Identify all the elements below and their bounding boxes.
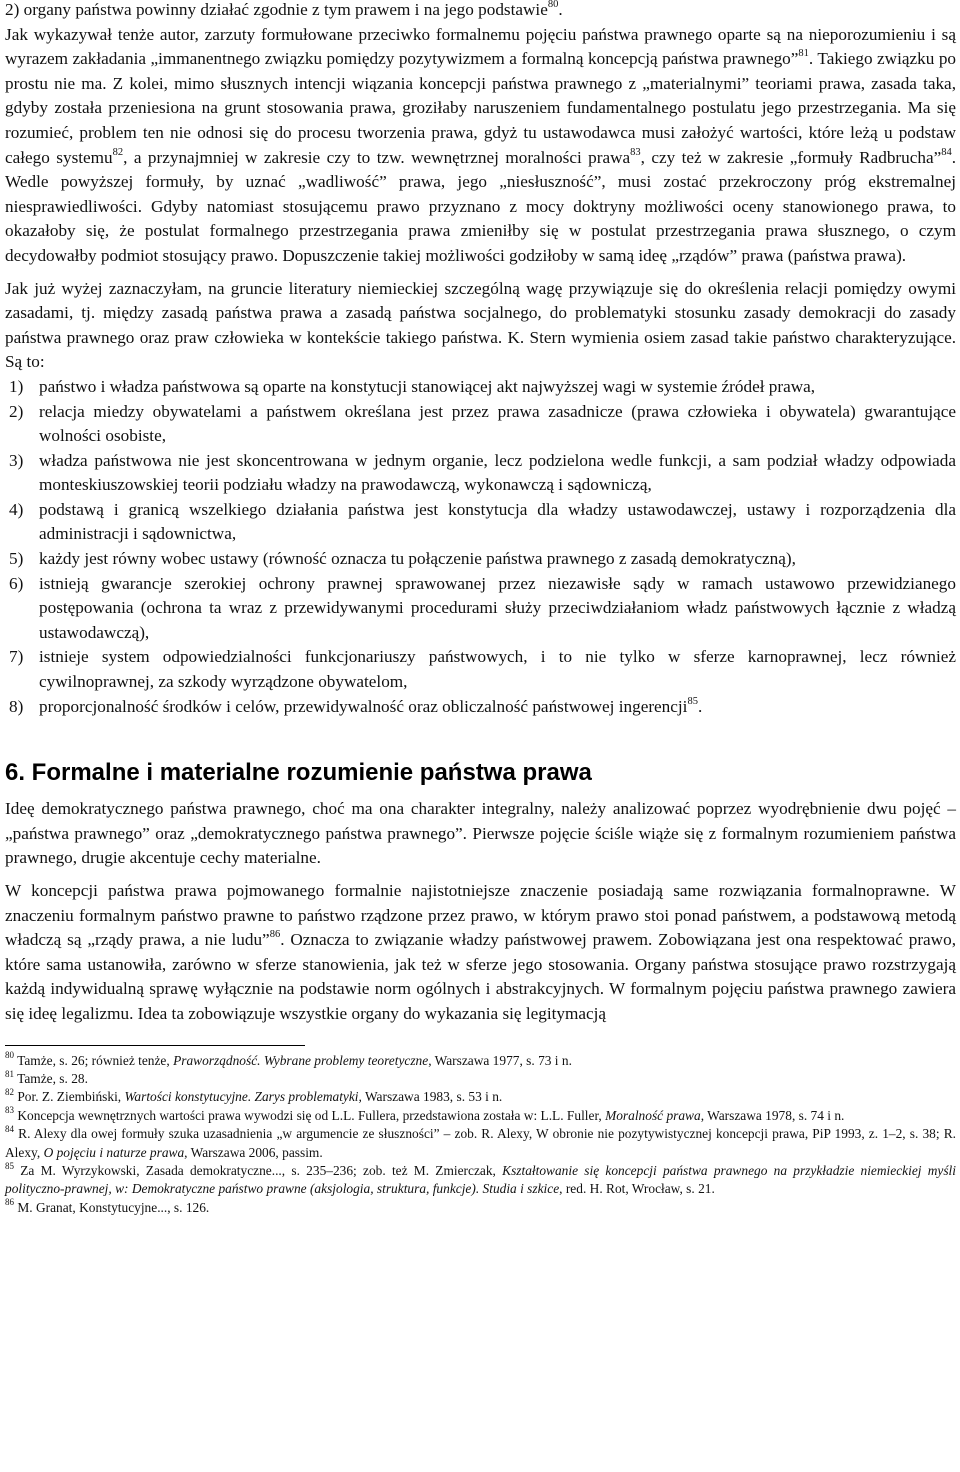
footnote-text: Tamże, s. 26; również tenże, [17,1052,174,1068]
footnote-text: M. Granat, Konstytucyjne..., s. 126. [17,1199,210,1215]
footnotes [5,1052,956,1218]
paragraph-text: . Takiego związku po prostu nie ma. Z kolei, mimo słusznych intencji wiązania koncepcji państwa prawnego z „materialnymi” teoriami prawa, zasada taka, gdyby została przeniesiona na grunt stosowania prawa, groziłaby naruszeniem fundamentalnego postulatu jego przestrzegania. Ma się rozumieć, problem ten nie odnosi się do procesu tworzenia prawa, gdyż tu ustawodawca musi założyć wartości, które leżą u podstaw całego systemu [5,49,957,167]
footnote-82 [5,1088,956,1106]
footnote-number: 80 [5,1050,14,1061]
footnote-text: , Warszawa 1977, s. 73 i n. [428,1052,572,1068]
footnote-83 [5,1107,956,1125]
list-number: 5) [9,549,24,569]
paragraph-text: W koncepcji państwa prawa pojmowanego formalnie najistotniejsze znaczenie posiadają same rozwiązania formalnoprawne. W znaczeniu formalnym państwo prawne to państwo rządzone przez prawo, w którym prawo stoi ponad państwem, a podstawową metodą władczą są „rządy prawa, a nie ludu” [5,881,956,950]
list-item-text: relacja miedzy obywatelami a państwem określana jest przez prawa zasadnicze (prawa człowieka i obywatela) gwarantujące wolności osobiste, [39,401,956,446]
list-item-text: istnieje system odpowiedzialności funkcjonariuszy państwowych, i to nie tylko w sferze karnoprawnej, lecz również cywilnoprawnej, za szkody wyrządzone obywatelom, [39,647,956,692]
footnote-text: , Warszawa 1978, s. 74 i n. [700,1107,845,1123]
list-item-text [39,695,956,720]
section-heading: 6. Formalne i materialne rozumienie państwa prawa [5,759,592,787]
paragraph-text: , a przynajmniej w zakresie czy to tzw. wewnętrznej moralności prawa [123,147,631,167]
paragraph-text: Jak wykazywał tenże autor, zarzuty formułowane przeciwko formalnemu pojęciu państwa prawnego oparte są na nieporozumieniu i są wyrazem zakładania „immanentnego związku pomiędzy pozytywizmem a formalną koncepcją państwa prawnego” [5,24,956,69]
footnote-text: Por. Z. Ziembiński, [17,1089,125,1105]
list-item [5,695,956,720]
footnote-ref[interactable]: 82 [112,146,124,158]
list-item-text: władza państwowa nie jest skoncentrowana w jednym organie, lecz podzielona wedle funkcji, a sam podział władzy odpowiada monteskiuszowskiej teorii podziału władzy na prawodawczą, wykonawczą i sądowniczą, [39,450,956,495]
footnote-81 [5,1070,956,1088]
paragraph-integral-concept: Ideę demokratycznego państwa prawnego, choć ma ona charakter integralny, należy analizować poprzez wyodrębnienie dwu pojęć – „państwa prawnego” oraz „demokratycznego państwa prawnego”. Pierwsze pojęcie ściśle wiąże się z formalnym rozumieniem państwa prawnego, drugie akcentuje cechy materialne. [5,799,956,868]
paragraph-formal-rule-of-law [5,879,956,1027]
paragraph-text: . Oznacza to związanie władzy państwowej prawem. Zobowiązana jest ona respektować prawo, które sama ustanowiła, zarówno w sferze stanowienia, jak też w sferze jego stosowania. Organy państwa stosujące prawo rozstrzygają każdą indywidualną sprawę wyłącznie na podstawie norm ogólnych i abstrakcyjnych. W formalnym pojęciu państwa prawnego zawiera się ideę legalizmu. Idea ta zobowiązuje wszystkie organy do wykazania się legitymacją [5,930,956,1023]
list-item [5,400,956,449]
list-item-text: 2) organy państwa powinny działać zgodnie z tym prawem i na jego podstawie [5,0,548,19]
footnote-separator [5,1045,305,1046]
footnote-number: 82 [5,1086,14,1097]
list-number: 1) [9,376,24,396]
list-number: 6) [9,573,24,593]
footnote-85 [5,1162,956,1199]
footnote-text: Koncepcja wewnętrznych wartości prawa wywodzi się od L.L. Fullera, przedstawiona została w: L.L. Fuller, [17,1107,606,1123]
footnote-number: 85 [5,1160,14,1171]
footnote-number: 81 [5,1068,14,1079]
list-item-continuation [5,0,956,23]
list-item-text: państwo i władza państwowa są oparte na konstytucji stanowiącej akt najwyższej wagi w systemie źródeł prawa, [39,376,816,396]
footnote-ref[interactable]: 86 [269,929,281,941]
footnote-number: 86 [5,1197,14,1208]
footnote-text: Za M. Wyrzykowski, Zasada demokratyczne..., s. 235–236; zob. też M. Zmierczak, [20,1163,503,1178]
footnote-84 [5,1125,956,1162]
paragraph-formal-concept [5,23,956,269]
footnote-ref[interactable]: 83 [630,146,641,158]
footnote-text: R. Alexy dla owej formuły szuka uzasadnienia „w argumencie ze słuszności” – zob. R. Alexy, W obronie nie pozytywistycznej koncepcji prawa, PiP 1993, z. 1–2, s. 38; R. Alexy, [5,1126,956,1160]
footnote-86 [5,1199,956,1217]
list-item-text: podstawą i granicą wszelkiego działania państwa jest konstytucja dla władzy ustawodawczej, ustawy i rozporządzenia dla administracji i sądownictwa, [39,499,956,544]
footnote-text: Warszawa 1983, s. 53 i n. [361,1089,503,1105]
footnote-number: 84 [5,1123,14,1134]
footnote-title: Wartości konstytucyjne. Zarys problematyki, [124,1089,362,1105]
list-number: 4) [9,499,24,519]
footnote-title: Praworządność. Wybrane problemy teoretyczne [173,1052,429,1068]
list-number: 8) [9,696,24,716]
list-item [5,498,956,547]
footnote-text: , Warszawa 2006, passim. [184,1144,323,1160]
footnote-title: Kształtowanie się koncepcji państwa prawnego na przykładzie niemieckiej myśli polityczno-prawnej, w: Demokratyczne państwo prawne (aksjologia, struktura, funkcje). Studia i szkice [5,1163,956,1197]
footnote-title: O pojęciu i naturze prawa [43,1144,185,1160]
list-number: 2) [9,401,24,421]
paragraph-text: . Wedle powyższej formuły, by uznać „wadliwość” prawa, jego „niesłuszność”, musi zostać przekroczony próg ekstremalnej niesprawiedliwości. Gdyby natomiast stosującemu prawo przyznano z mocy doktryny możliwości oceny stanowionego prawa, to okazałoby się, że postulat formalnego przestrzegania prawa zmieniłby się w postulat przestrzegania prawa słusznego, o czym decydowałby podmiot stosujący prawo. Dopuszczenie takiej możliwości godziłoby w samą ideę „rządów” prawa (państwa prawa). [5,147,957,265]
list-number: 3) [9,450,24,470]
footnote-title: Moralność prawa [605,1107,701,1123]
footnote-number: 83 [5,1105,14,1116]
list-item [5,375,956,400]
footnote-ref[interactable]: 81 [798,48,809,60]
list-item [5,449,956,498]
list-item [5,645,956,694]
list-item-text: istnieją gwarancje szerokiej ochrony prawnej sprawowanej przez niezawisłe sądy w ramach ustawowo przewidzianego postępowania (ochrona ta wraz z przewidywanymi procedurami służy przeciwdziałaniom władz państwowych łącznie z władzą ustawodawczą), [39,573,956,642]
footnote-ref[interactable]: 85 [687,695,698,707]
list-item-text: każdy jest równy wobec ustawy (równość oznacza tu połączenie państwa prawnego z zasadą demokratyczną), [39,549,796,569]
list-item [5,572,956,646]
footnote-ref[interactable]: 80 [547,0,559,11]
punctuation: . [558,0,563,19]
list-number: 7) [9,647,24,667]
list-item [5,547,956,572]
footnote-80 [5,1052,956,1070]
footnote-text: , red. H. Rot, Wrocław, s. 21. [559,1181,715,1197]
paragraph-stern-intro: Jak już wyżej zaznaczyłam, na gruncie literatury niemieckiej szczególną wagę przywiązuje się do określenia relacji pomiędzy owymi zasadami, tj. między zasadą państwa prawa a zasadą państwa socjalnego, do problematyki stosunku zasady demokracji do zasady państwa prawnego oraz praw człowieka w kontekście takiego państwa. K. Stern wymienia osiem zasad takie państwo charakteryzujące. Są to: [5,278,956,372]
punctuation: . [697,696,703,716]
paragraph-text: , czy też w zakresie „formuły Radbrucha” [640,147,942,167]
list-item-body: proporcjonalność środków i celów, przewidywalność oraz obliczalność państwowej ingerencji [39,696,688,716]
footnote-ref[interactable]: 84 [941,146,952,158]
stern-principles-list [5,375,956,719]
footnote-text: Tamże, s. 28. [17,1070,88,1086]
